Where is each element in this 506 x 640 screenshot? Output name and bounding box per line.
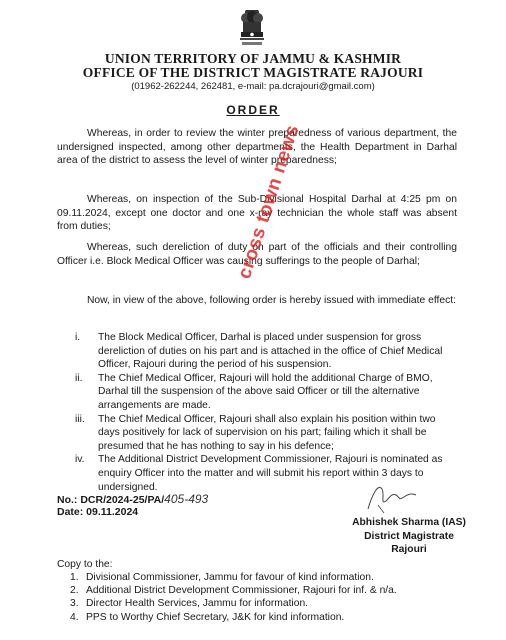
paragraph-1: Whereas, in order to review the winter preparedness of various department, the undersigned inspected, among other departments, the Health Department in Darhal area of the district to assess the level of winter preparedness; (57, 128, 457, 167)
signature-block (334, 516, 484, 557)
signatory-designation: District Magistrate (364, 530, 454, 542)
signatory-place: Rajouri (391, 544, 427, 555)
order-item: i. The Block Medical Officer, Darhal is placed under suspension for gross dereliction of duties on his part and is attached in the office of Chief Medical Officer, Rajouri during the period of his suspension. (75, 332, 443, 371)
office-header-line1: UNION TERRITORY OF JAMMU & KASHMIR (104, 51, 402, 66)
office-header-line2: OFFICE OF THE DISTRICT MAGISTRATE RAJOURI (82, 65, 424, 80)
order-item: iii. The Chief Medical Officer, Rajouri shall also explain his position within two days positively for lack of supervision on his part; failing which it shall be presumed that he has nothing to say in his defence; (75, 413, 436, 452)
national-emblem-icon (236, 8, 268, 50)
copy-to-list (70, 571, 397, 624)
order-item: iv. The Additional District Development Commissioner, Rajouri is nominated as enquiry Officer into the matter and will submit his report within 3 days to undersigned. (75, 454, 443, 493)
signatory-name: Abhishek Sharma (IAS) (352, 517, 466, 528)
signature (360, 475, 420, 515)
office-contact: (01962-262244, 262481, e-mail: pa.dcrajouri@gmail.com) (131, 81, 375, 92)
document-title: ORDER (226, 103, 280, 117)
watermark: cross town news (234, 122, 304, 282)
list-item: 3. Director Health Services, Jammu for information. (70, 598, 309, 610)
list-item: 1. Divisional Commissioner, Jammu for favour of kind information. (70, 572, 374, 583)
order-list (70, 331, 460, 494)
reference-date: Date: 09.11.2024 (57, 506, 139, 518)
paragraph-3: Whereas, such dereliction of duty on part of the officials and their controlling Officer i.e. Block Medical Officer was causing sufferings to the people of Darhal; (57, 242, 457, 267)
list-item: 4. PPS to Worthy Chief Secretary, J&K for kind information. (70, 611, 345, 623)
list-item: 2. Additional District Development Commissioner, Rajouri for inf. & n/a. (70, 585, 397, 597)
copy-to-label: Copy to the: (57, 559, 113, 570)
handwritten-number: 405-493 (164, 492, 209, 506)
reference-number: No.: DCR/2024-25/PA/405-493 (57, 492, 209, 506)
paragraph-4: Now, in view of the above, following order is hereby issued with immediate effect: (87, 295, 456, 306)
paragraph-2: Whereas, on inspection of the Sub-Divisional Hospital Darhal at 4:25 pm on 09.11.2024, except one doctor and one x-ray technician the whole staff was absent from duties; (57, 194, 457, 233)
order-item: ii. The Chief Medical Officer, Rajouri will hold the additional Charge of BMO, Darhal till the suspension of the above said Officer or till the alternative arrangements are made. (75, 372, 433, 411)
